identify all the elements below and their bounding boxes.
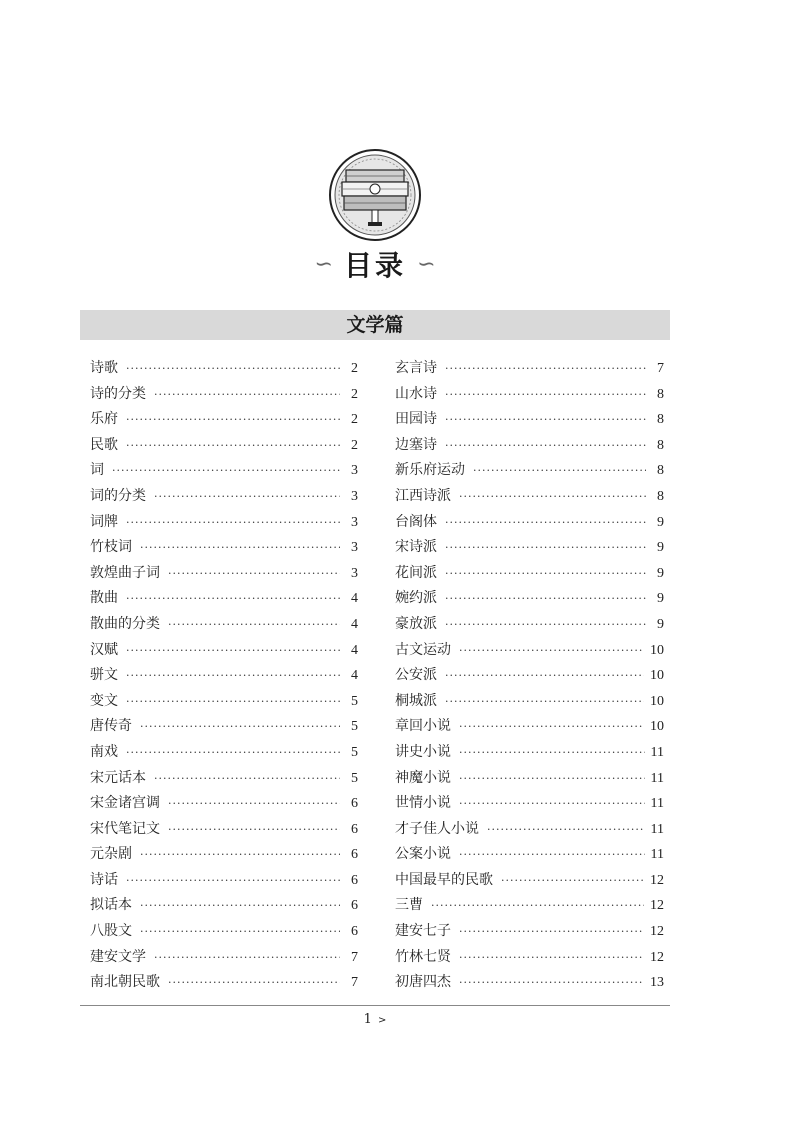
toc-entry[interactable] <box>395 690 664 716</box>
toc-entry-title: 八股文 <box>90 923 132 940</box>
toc-entry-page: 10 <box>650 693 664 709</box>
dot-leader <box>126 695 340 708</box>
dot-leader <box>459 772 645 785</box>
toc-entry-page: 6 <box>351 847 358 863</box>
toc-entry-page: 12 <box>650 924 664 940</box>
dot-leader <box>445 541 646 554</box>
toc-entry-page: 11 <box>650 796 664 812</box>
toc-entry[interactable] <box>90 383 358 409</box>
toc-entry[interactable] <box>395 869 664 895</box>
toc-entry-title: 世情小说 <box>395 795 451 812</box>
toc-entry[interactable] <box>90 818 358 844</box>
next-page-arrow-icon: > <box>377 1015 387 1026</box>
dot-leader <box>501 874 644 887</box>
toc-entry-title: 南北朝民歌 <box>90 974 160 991</box>
dot-leader <box>445 439 646 452</box>
toc-entry-page: 5 <box>351 770 358 786</box>
dot-leader <box>154 490 340 503</box>
toc-entry[interactable] <box>90 536 358 562</box>
toc-entry[interactable] <box>395 434 664 460</box>
toc-entry-page: 5 <box>351 744 358 760</box>
ornament-right-icon: ∽ <box>417 251 436 277</box>
toc-entry-title: 才子佳人小说 <box>395 820 479 837</box>
dot-leader <box>168 618 340 631</box>
toc-entry[interactable] <box>395 971 664 997</box>
page-title: 目录 <box>343 249 406 282</box>
toc-entry-title: 初唐四杰 <box>395 974 451 991</box>
dot-leader <box>126 746 340 759</box>
toc-entry[interactable] <box>90 511 358 537</box>
toc-entry-page: 11 <box>650 821 664 837</box>
toc-entry-title: 新乐府运动 <box>395 462 465 479</box>
dot-leader <box>445 695 644 708</box>
dot-leader <box>154 951 340 964</box>
toc-entry-page: 7 <box>351 975 358 991</box>
toc-entry-title: 建安七子 <box>395 923 451 940</box>
toc-entry-page: 6 <box>351 796 358 812</box>
toc-entry-page: 8 <box>657 437 664 453</box>
toc-entry-page: 12 <box>650 872 664 888</box>
toc-entry-title: 宋代笔记文 <box>90 820 160 837</box>
toc-entry-title: 词牌 <box>90 513 118 530</box>
toc-entry[interactable] <box>90 408 358 434</box>
dot-leader <box>126 874 340 887</box>
ornament-left-icon: ∽ <box>314 251 333 277</box>
dot-leader <box>126 413 340 426</box>
toc-entry-title: 诗歌 <box>90 360 118 376</box>
toc-entry-page: 2 <box>351 361 358 376</box>
toc-entry-page: 7 <box>351 949 358 965</box>
toc-entry[interactable] <box>395 408 664 434</box>
dot-leader <box>168 797 340 810</box>
toc-entry-page: 8 <box>657 412 664 428</box>
dot-leader <box>168 823 340 836</box>
toc-entry[interactable] <box>90 459 358 485</box>
toc-entry-page: 2 <box>351 437 358 453</box>
dot-leader <box>154 772 340 785</box>
toc-entry[interactable] <box>90 792 358 818</box>
dot-leader <box>445 618 646 631</box>
footer-divider <box>80 1005 670 1006</box>
dot-leader <box>445 567 646 580</box>
toc-entry[interactable] <box>395 894 664 920</box>
dot-leader <box>459 951 644 964</box>
toc-entry[interactable] <box>395 459 664 485</box>
toc-entry-title: 建安文学 <box>90 948 146 965</box>
toc-entry-title: 汉赋 <box>90 641 118 658</box>
toc-entry[interactable] <box>90 741 358 767</box>
toc-entry-page: 11 <box>650 744 664 760</box>
dot-leader <box>445 669 644 682</box>
toc-entry-title: 诗的分类 <box>90 385 146 402</box>
dot-leader <box>154 388 340 401</box>
toc-entry-title: 元杂剧 <box>90 846 132 863</box>
books-emblem-icon <box>328 148 422 242</box>
toc-entry-title: 竹林七贤 <box>395 948 451 965</box>
toc-entry[interactable] <box>90 664 358 690</box>
toc-entry-title: 宋元话本 <box>90 769 146 786</box>
toc-entry-page: 4 <box>351 668 358 684</box>
toc-column-right <box>395 357 664 997</box>
dot-leader <box>126 362 340 375</box>
toc-entry-title: 古文运动 <box>395 641 451 658</box>
toc-entry-page: 9 <box>657 565 664 581</box>
page-footer <box>0 1012 750 1027</box>
dot-leader <box>459 976 644 989</box>
dot-leader <box>445 362 646 375</box>
toc-entry-page: 10 <box>650 719 664 735</box>
toc-entry-title: 讲史小说 <box>395 743 451 760</box>
toc-entry-page: 3 <box>351 514 358 530</box>
toc-entry[interactable] <box>90 587 358 613</box>
toc-entry-page: 3 <box>351 565 358 581</box>
toc-entry-title: 台阁体 <box>395 513 437 530</box>
toc-entry-title: 乐府 <box>90 411 118 428</box>
toc-entry-page: 9 <box>657 591 664 607</box>
toc-entry-title: 神魔小说 <box>395 769 451 786</box>
toc-entry-title: 散曲的分类 <box>90 615 160 632</box>
toc-entry-page: 9 <box>657 540 664 556</box>
toc-title-row <box>0 244 750 284</box>
toc-entry[interactable] <box>90 562 358 588</box>
toc-entry-title: 三曹 <box>395 897 423 914</box>
dot-leader <box>140 899 340 912</box>
dot-leader <box>473 464 646 477</box>
dot-leader <box>431 899 644 912</box>
toc-entry-page: 7 <box>657 361 664 376</box>
toc-entry[interactable] <box>90 357 358 383</box>
toc-entry[interactable] <box>90 971 358 997</box>
toc-entry-title: 豪放派 <box>395 615 437 632</box>
toc-entry-page: 10 <box>650 642 664 658</box>
toc-entry-page: 13 <box>650 975 664 991</box>
toc-entry-title: 中国最早的民歌 <box>395 871 493 888</box>
dot-leader <box>487 823 645 836</box>
dot-leader <box>126 592 340 605</box>
toc-entry-page: 6 <box>351 821 358 837</box>
toc-entry-page: 2 <box>351 386 358 402</box>
toc-entry-title: 公案小说 <box>395 846 451 863</box>
dot-leader <box>459 797 645 810</box>
toc-entry[interactable] <box>395 715 664 741</box>
toc-entry-page: 11 <box>650 770 664 786</box>
toc-entry[interactable] <box>395 767 664 793</box>
toc-entry[interactable] <box>395 536 664 562</box>
toc-entry-page: 5 <box>351 693 358 709</box>
dot-leader <box>445 592 646 605</box>
toc-entry[interactable] <box>90 946 358 972</box>
toc-entry-title: 南戏 <box>90 743 118 760</box>
toc-entry-title: 民歌 <box>90 436 118 453</box>
toc-entry[interactable] <box>90 613 358 639</box>
toc-entry-title: 骈文 <box>90 667 118 684</box>
toc-entry-title: 章回小说 <box>395 718 451 735</box>
toc-entry-page: 6 <box>351 898 358 914</box>
toc-entry-title: 婉约派 <box>395 590 437 607</box>
dot-leader <box>140 848 340 861</box>
toc-entry[interactable] <box>395 511 664 537</box>
toc-entry-title: 词的分类 <box>90 487 146 504</box>
toc-entry-page: 3 <box>351 463 358 479</box>
toc-entry[interactable] <box>395 613 664 639</box>
dot-leader <box>459 746 645 759</box>
toc-entry-page: 9 <box>657 616 664 632</box>
toc-entry-page: 10 <box>650 668 664 684</box>
toc-entry-title: 散曲 <box>90 590 118 607</box>
toc-entry[interactable] <box>395 946 664 972</box>
dot-leader <box>112 464 340 477</box>
toc-entry-title: 拟话本 <box>90 897 132 914</box>
dot-leader <box>459 925 644 938</box>
toc-entry-title: 山水诗 <box>395 385 437 402</box>
toc-entry-page: 3 <box>351 540 358 556</box>
dot-leader <box>445 388 646 401</box>
toc-entry[interactable] <box>395 383 664 409</box>
toc-entry[interactable] <box>90 434 358 460</box>
toc-entry-page: 12 <box>650 949 664 965</box>
toc-entry[interactable] <box>395 843 664 869</box>
toc-entry-title: 词 <box>90 462 104 479</box>
toc-entry[interactable] <box>395 357 664 383</box>
toc-column-left <box>90 357 358 997</box>
dot-leader <box>126 644 340 657</box>
dot-leader <box>445 516 646 529</box>
toc-entry-page: 6 <box>351 924 358 940</box>
toc-entry-title: 桐城派 <box>395 692 437 709</box>
dot-leader <box>459 490 646 503</box>
toc-entry-title: 竹枝词 <box>90 539 132 556</box>
dot-leader <box>459 720 644 733</box>
toc-entry-page: 4 <box>351 591 358 607</box>
toc-entry-page: 12 <box>650 898 664 914</box>
dot-leader <box>168 976 340 989</box>
dot-leader <box>445 413 646 426</box>
toc-entry[interactable] <box>90 639 358 665</box>
dot-leader <box>126 516 340 529</box>
toc-entry-title: 田园诗 <box>395 411 437 428</box>
dot-leader <box>126 439 340 452</box>
toc-entry-title: 花间派 <box>395 564 437 581</box>
toc-entry[interactable] <box>395 664 664 690</box>
toc-entry[interactable] <box>90 920 358 946</box>
toc-entry-page: 4 <box>351 642 358 658</box>
toc-entry-title: 边塞诗 <box>395 436 437 453</box>
toc-entry-page: 3 <box>351 488 358 504</box>
page-number: 1 <box>363 1012 372 1027</box>
toc-entry-page: 9 <box>657 514 664 530</box>
dot-leader <box>140 925 340 938</box>
toc-entry-title: 诗话 <box>90 871 118 888</box>
toc-entry[interactable] <box>395 639 664 665</box>
toc-entry[interactable] <box>90 869 358 895</box>
toc-entry[interactable] <box>90 843 358 869</box>
toc-entry-page: 8 <box>657 463 664 479</box>
toc-entry-title: 玄言诗 <box>395 360 437 376</box>
dot-leader <box>168 567 340 580</box>
dot-leader <box>126 669 340 682</box>
toc-entry-title: 公安派 <box>395 667 437 684</box>
toc-entry[interactable] <box>395 587 664 613</box>
toc-entry-page: 8 <box>657 488 664 504</box>
toc-entry-title: 宋金诸宫调 <box>90 795 160 812</box>
toc-entry[interactable] <box>395 562 664 588</box>
dot-leader <box>140 541 340 554</box>
dot-leader <box>459 644 644 657</box>
toc-entry[interactable] <box>395 792 664 818</box>
dot-leader <box>140 720 340 733</box>
toc-entry[interactable] <box>395 818 664 844</box>
toc-entry-title: 宋诗派 <box>395 539 437 556</box>
toc-entry[interactable] <box>90 715 358 741</box>
toc-entry[interactable] <box>395 741 664 767</box>
toc-entry-page: 5 <box>351 719 358 735</box>
toc-entry-page: 6 <box>351 872 358 888</box>
toc-entry-title: 唐传奇 <box>90 718 132 735</box>
toc-entry-title: 敦煌曲子词 <box>90 564 160 581</box>
toc-entry-page: 11 <box>650 847 664 863</box>
toc-entry[interactable] <box>395 485 664 511</box>
toc-entry[interactable] <box>90 767 358 793</box>
toc-entry-page: 2 <box>351 412 358 428</box>
toc-entry-title: 变文 <box>90 692 118 709</box>
toc-entry-page: 8 <box>657 386 664 402</box>
toc-entry[interactable] <box>395 920 664 946</box>
section-heading: 文学篇 <box>80 310 670 340</box>
toc-entry[interactable] <box>90 690 358 716</box>
toc-entry[interactable] <box>90 894 358 920</box>
dot-leader <box>459 848 645 861</box>
toc-entry-title: 江西诗派 <box>395 487 451 504</box>
toc-entry[interactable] <box>90 485 358 511</box>
toc-entry-page: 4 <box>351 616 358 632</box>
